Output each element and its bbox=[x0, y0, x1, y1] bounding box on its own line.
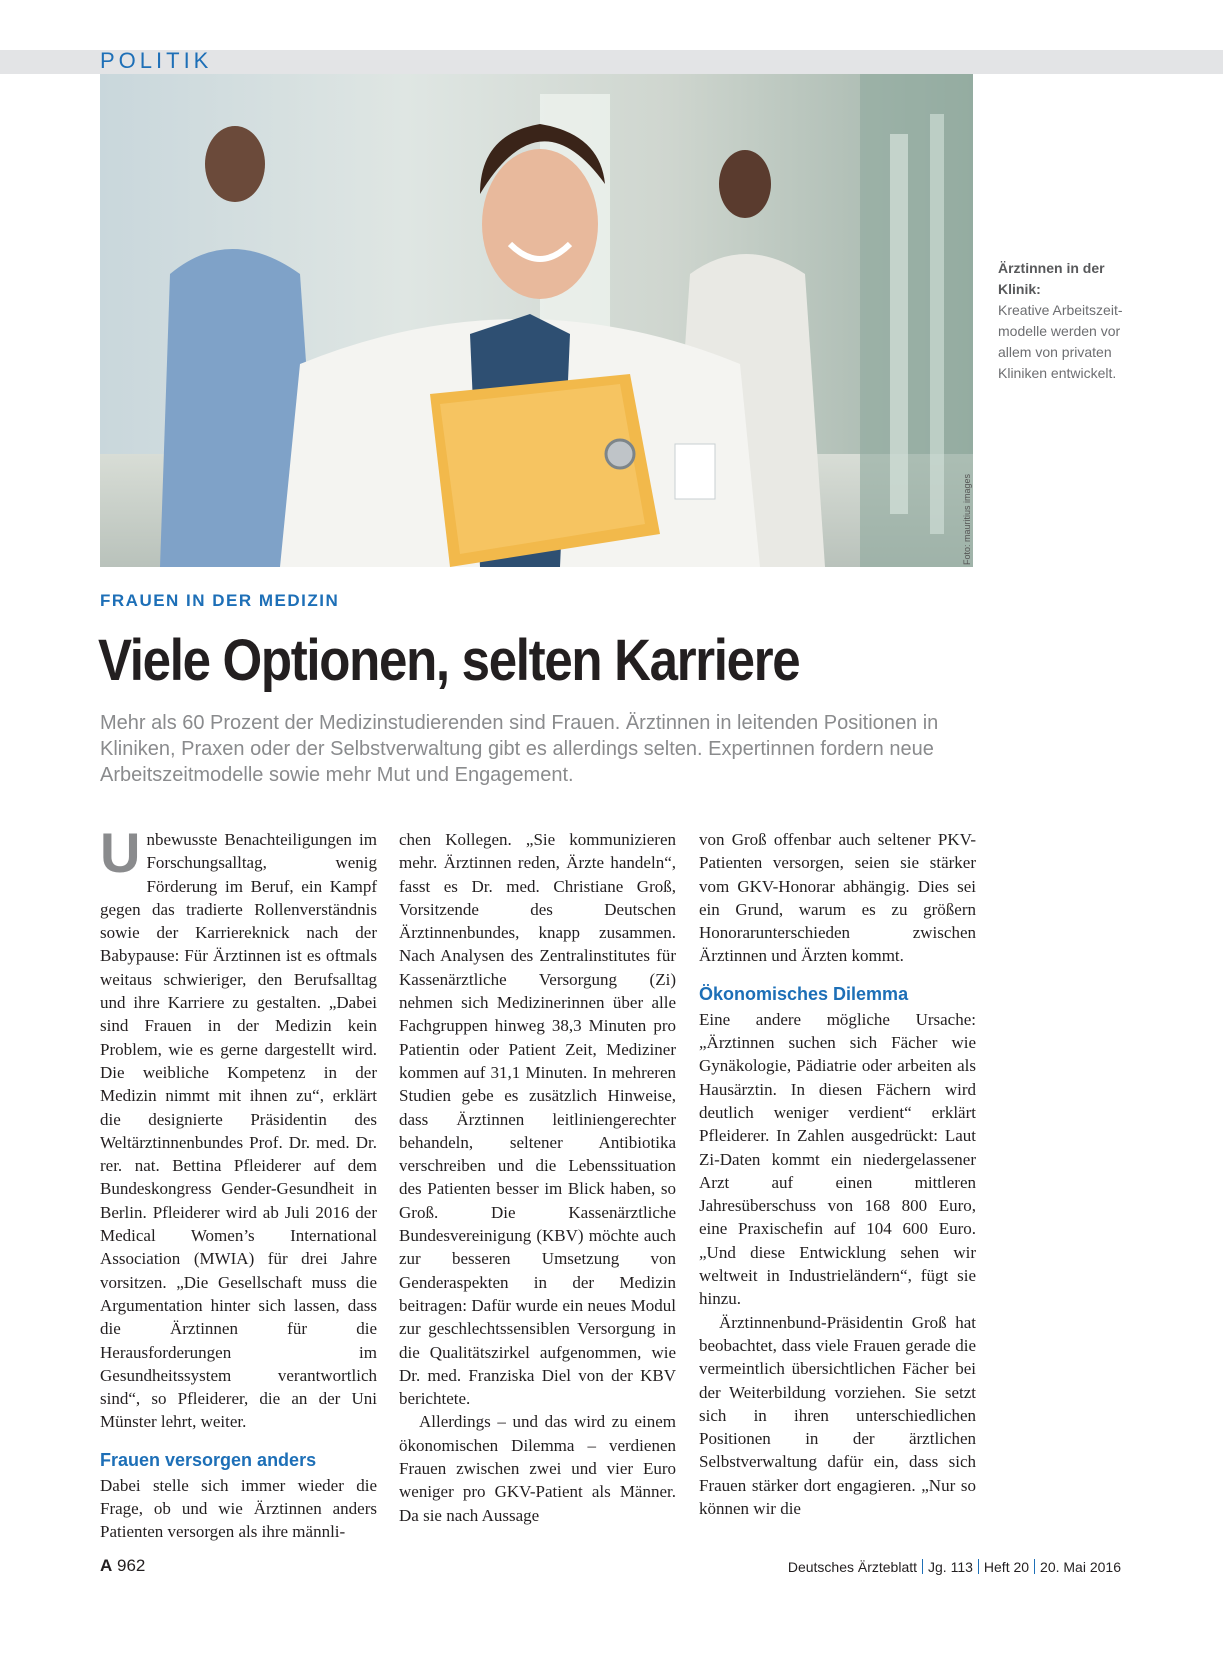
separator bbox=[922, 1559, 923, 1574]
caption-text: Kreative Arbeitszeit-modelle werden vor allem von privaten Kliniken entwickelt. bbox=[998, 302, 1123, 381]
body-paragraph: Eine andere mögliche Ursache: „Ärztinnen suchen sich Fächer wie Gynäkologie, Pädiatrie oder arbeiten als Hausärztin. In diesen Fächern wird deutlich weniger verdient“ erklärt Pfleiderer. In Zahlen ausgedrückt: Laut Zi-Daten kommt ein niedergelassener Arzt auf einen mittleren Jahresüberschuss von 168 800 Euro, eine Praxischefin auf 104 600 Euro. „Und diese Entwicklung sehen wir weltweit in Industrieländern“, fügt sie hinzu. bbox=[699, 1009, 976, 1309]
body-paragraph: Dabei stelle sich immer wieder die Frage, ob und wie Ärztinnen anders Patienten versorgen als ihre männli- bbox=[100, 1475, 377, 1542]
subheading: Ökonomisches Dilemma bbox=[699, 983, 909, 1004]
journal-name: Deutsches Ärzteblatt bbox=[787, 1559, 918, 1575]
page-prefix: A bbox=[100, 1556, 113, 1575]
journal-volume: Jg. 113 bbox=[928, 1559, 973, 1575]
journal-date: 20. Mai 2016 bbox=[1040, 1559, 1121, 1575]
body-paragraph: Allerdings – und das wird zu einem ökonomischen Dilemma – verdienen Frauen zwischen zwei und vier Euro weniger pro GKV-Patient als Männer. Da sie nach Aussage bbox=[399, 1412, 676, 1525]
article-lead: Mehr als 60 Prozent der Medizinstudierenden sind Frauen. Ärztinnen in leitenden Positionen in Kliniken, Praxen oder der Selbstverwaltung gibt es allerdings selten. Expertinnen fordern neue Arbeitszeitmodelle sowie mehr Mut und Engagement. bbox=[100, 712, 939, 786]
separator bbox=[1034, 1559, 1035, 1574]
body-paragraph: Ärztinnenbund-Präsidentin Groß hat beobachtet, dass viele Frauen gerade die vermeintlich übersichtlichen Fächer bei der Weiterbildung vorziehen. Sie setzt sich in ihren unterschiedlichen Positionen in der ärztlichen Selbstverwaltung dafür ein, dass sich Frauen stärker dort engagieren. „Nur so können wir die bbox=[699, 1312, 976, 1519]
journal-info bbox=[788, 1559, 1121, 1575]
article-kicker: FRAUEN IN DER MEDIZIN bbox=[100, 591, 340, 610]
article-photo bbox=[100, 74, 973, 567]
body-column-1 bbox=[100, 821, 377, 1544]
photo-caption bbox=[998, 258, 1133, 384]
paragraph-text: nbewusste Benachteiligungen im Forschungsalltag, wenig Förderung im Beruf, ein Kampf gegen das tradierte Rollenverständnis sowie der Karriereknick nach der Babypause: Für Ärztinnen ist es oftmals weitaus schwieriger, den Berufsalltag und ihre Karriere zu gestalten. „Dabei sind Frauen in der Medizin kein Problem, wie es gerne dargestellt wird. Die weibliche Kompetenz in der Medizin nimmt mit ihnen zu“, erklärt die designierte Präsidentin des Weltärztinnenbundes Prof. Dr. med. Dr. rer. nat. Bettina Pfleiderer auf dem Bundeskongress Gender-Gesundheit in Berlin. Pfleiderer wird ab Juli 2016 der Medical Women’s International Association (MWIA) für drei Jahre vorsitzen. „Die Gesellschaft muss die Argumentation hinter sich lassen, dass die Ärztinnen für die Herausforderungen im Gesundheitssystem verantwortlich sind“, so Pfleiderer, die an der Uni Münster lehrt, weiter. bbox=[100, 830, 377, 1432]
caption-title: Ärztinnen in der Klinik: bbox=[998, 260, 1105, 297]
dropcap: U bbox=[100, 821, 141, 884]
body-paragraph: von Groß offenbar auch seltener PKV-Patienten versorgen, seien sie stärker vom GKV-Honorar abhängig. Dies sei ein Grund, warum es zu größern Honorarunterschieden zwischen Ärztinnen und Ärzten kommt. bbox=[699, 830, 976, 966]
subheading: Frauen versorgen anders bbox=[100, 1449, 317, 1470]
article-headline: Viele Optionen, selten Karriere bbox=[98, 628, 800, 693]
journal-issue: Heft 20 bbox=[983, 1559, 1030, 1575]
page-number bbox=[100, 1556, 145, 1576]
separator bbox=[978, 1559, 979, 1574]
body-column-2 bbox=[399, 828, 676, 1527]
photo-credit: Foto: mauritius images bbox=[962, 473, 972, 565]
body-paragraph: chen Kollegen. „Sie kommunizieren mehr. Ärztinnen reden, Ärzte handeln“, fasst es Dr. med. Christiane Groß, Vorsitzende des Deutschen Ärztinnenbundes, knapp zusammen. Nach Analysen des Zentralinstitutes für Kassenärztliche Versorgung (Zi) nehmen sich Medizinerinnen über alle Fachgruppen hinweg 38,3 Minuten pro Patientin oder Patient Zeit, Mediziner kommen auf 31,1 Minuten. In mehreren Studien gebe es zusätzlich Hinweise, dass Ärztinnen leitliniengerechter behandeln, seltener Antibiotika verschreiben und die Lebenssituation des Patienten besser im Blick haben, so Groß. Die Kassenärztliche Bundesvereinigung (KBV) möchte auch zur besseren Umsetzung von Genderaspekten in der Medizin beitragen: Dafür wurde ein neues Modul zur geschlechtssensiblen Versorgung in die Qualitätszirkel aufgenommen, wie Dr. med. Franziska Diel von der KBV berichtete. bbox=[399, 830, 676, 1409]
section-label: POLITIK bbox=[100, 48, 213, 73]
body-paragraph bbox=[100, 821, 377, 1434]
body-column-3 bbox=[699, 828, 976, 1520]
page-number-value: 962 bbox=[117, 1556, 146, 1575]
